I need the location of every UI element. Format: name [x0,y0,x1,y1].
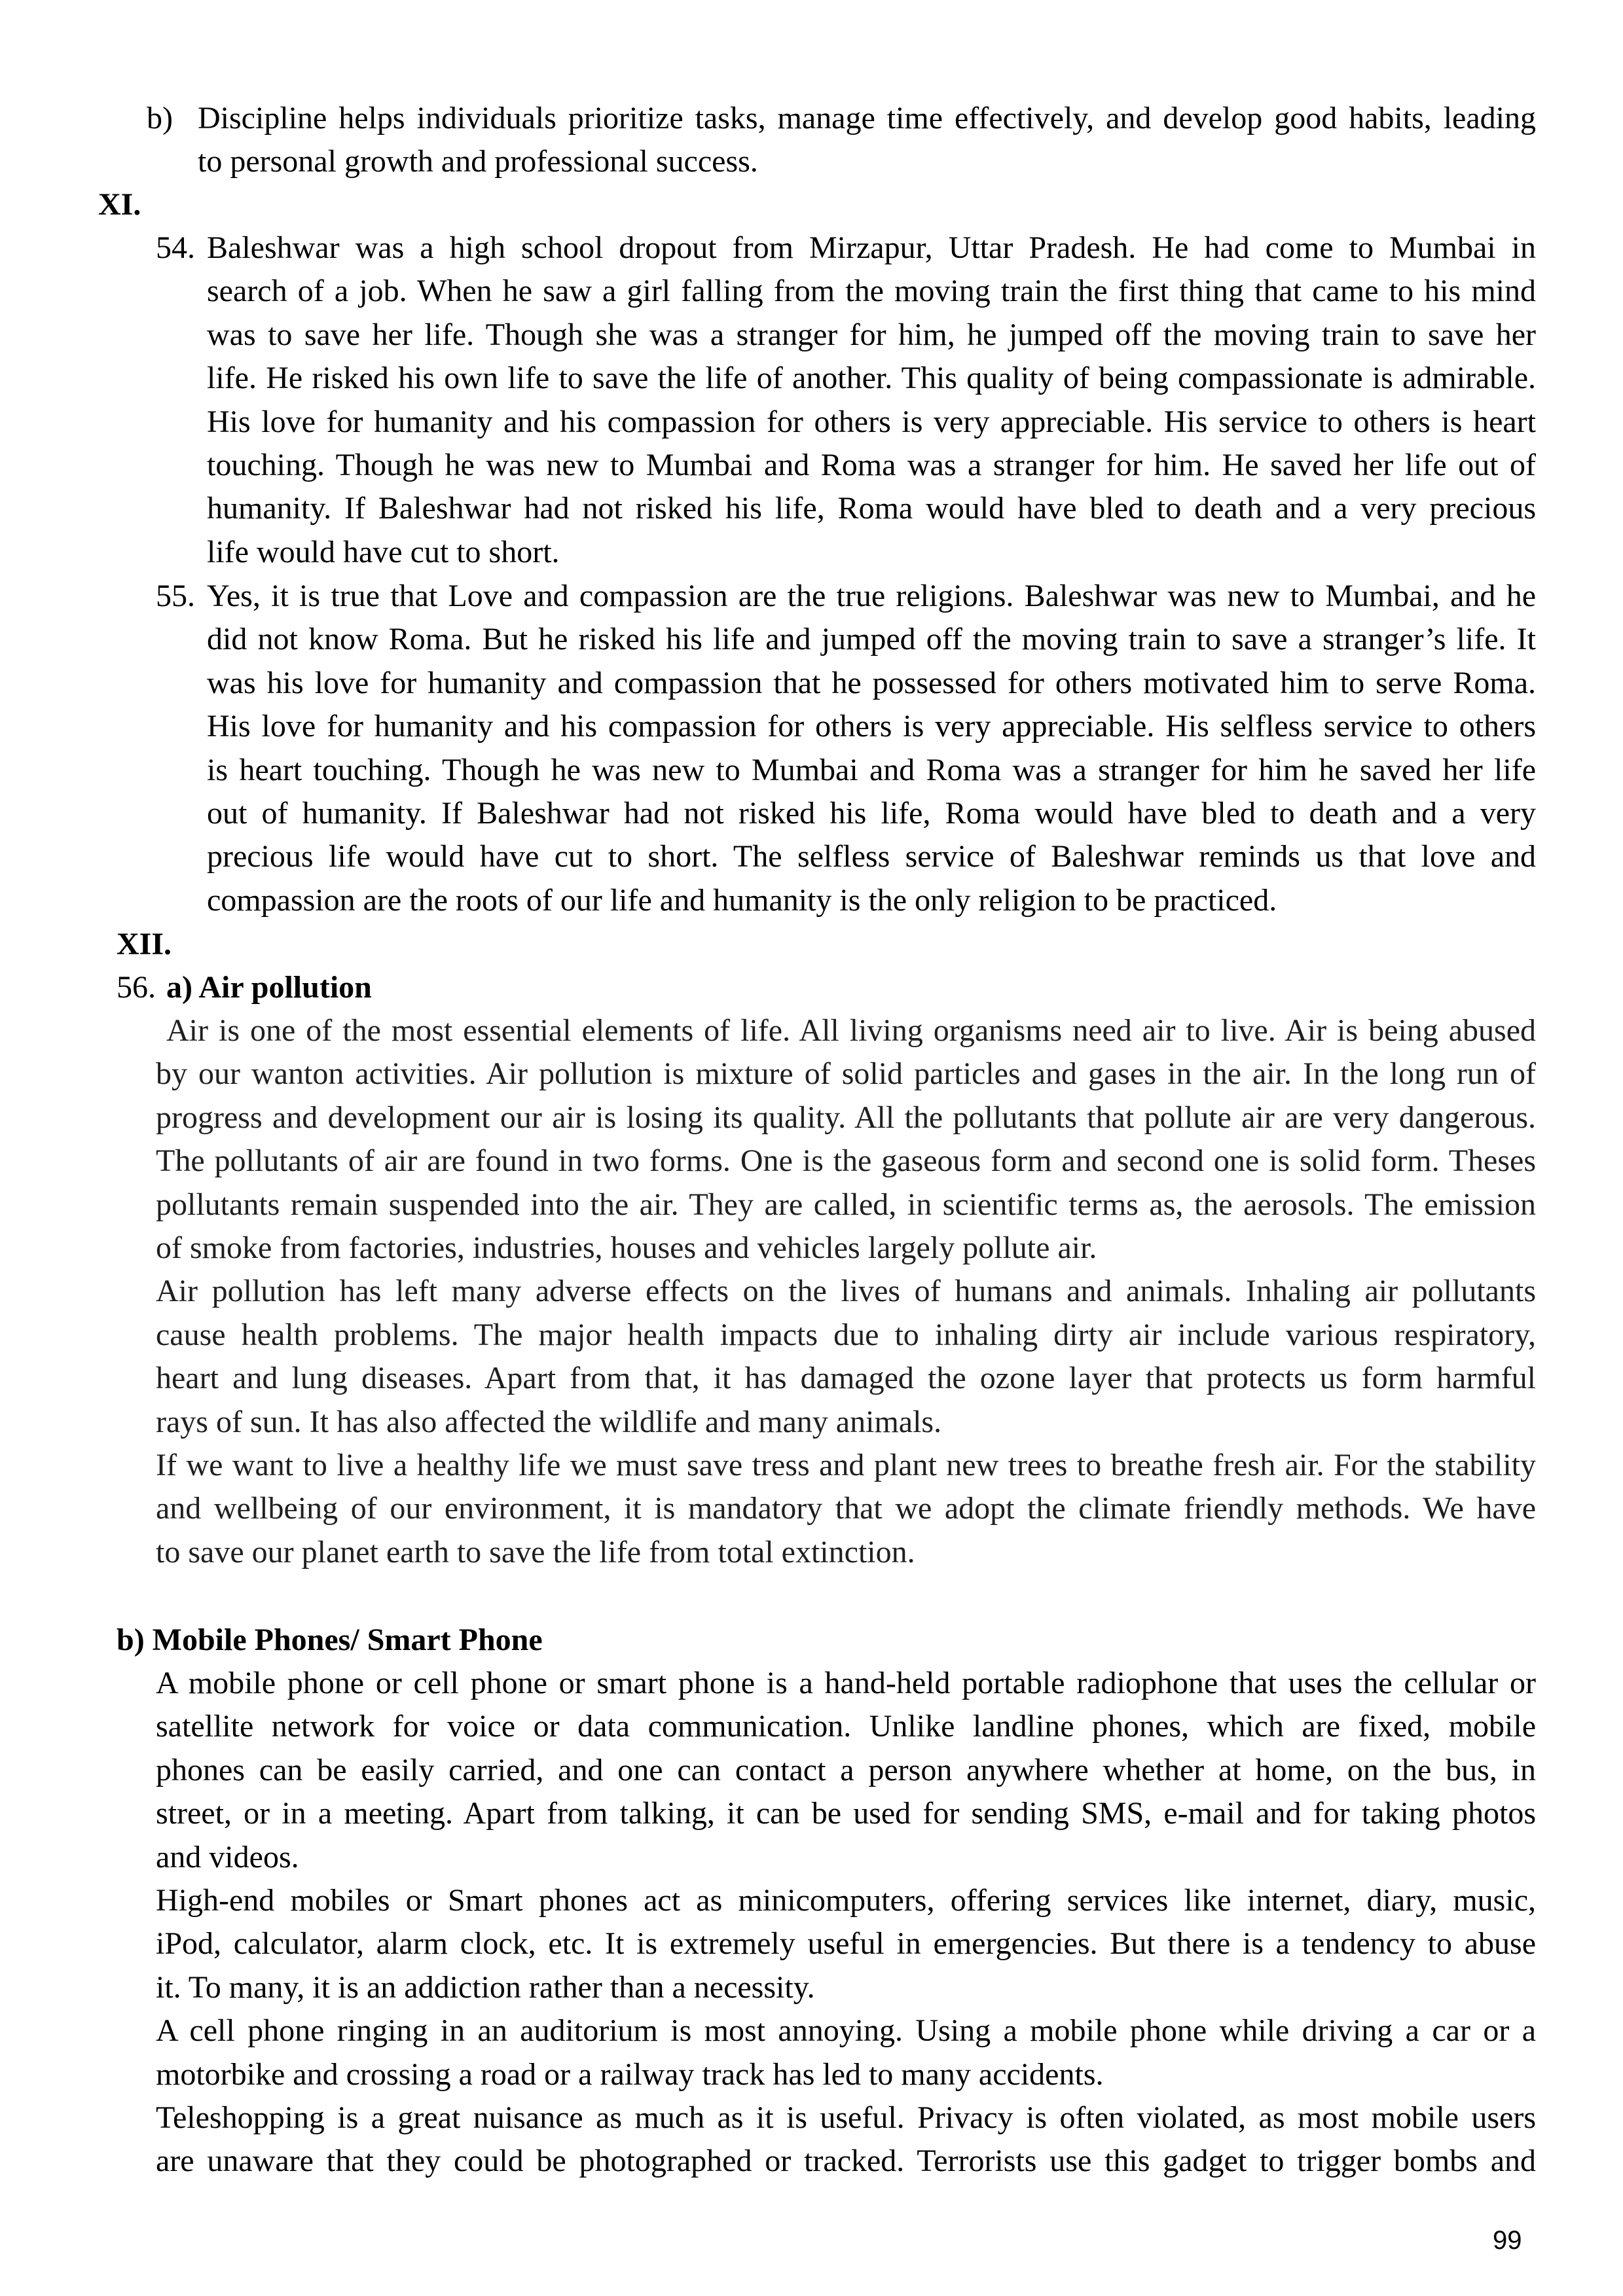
text-line: are unaware that they could be photographed or tracked. Terrorists use this gadget to trigger bombs and [156,2144,1536,2179]
text-line: rays of sun. It has also affected the wildlife and many animals. [156,1404,942,1439]
text-line: life. He risked his own life to save the life of another. This quality of being compassionate is admirable. [207,361,1536,396]
text-line: Yes, it is true that Love and compassion are the true religions. Baleshwar was new to Mumbai, and he [207,579,1536,613]
text-line: touching. Though he was new to Mumbai and Roma was a stranger for him. He saved her life out of [207,447,1536,482]
section-heading-xi: XI. [98,187,141,222]
text-line: precious life would have cut to short. The selfless service of Baleshwar reminds us that love and [207,839,1536,874]
text-line: is heart touching. Though he was new to Mumbai and Roma was a stranger for him he saved her life [207,752,1536,787]
text-line: to personal growth and professional success. [198,144,758,179]
text-line: and wellbeing of our environment, it is mandatory that we adopt the climate friendly methods. We have [156,1491,1536,1526]
essay-air-pollution [156,1009,1536,1574]
text-line: High-end mobiles or Smart phones act as minicomputers, offering services like internet, diary, music, [156,1882,1536,1918]
text-line: iPod, calculator, alarm clock, etc. It is extremely useful in emergencies. But there is a tendency to abuse [156,1926,1536,1962]
text-line: pollutants remain suspended into the air. They are called, in scientific terms as, the aerosols. The emission [156,1187,1536,1222]
text-line: and videos. [156,1839,299,1874]
text-line: was to save her life. Though she was a stranger for him, he jumped off the moving train to save her [207,317,1536,352]
text-line: satellite network for voice or data communication. Unlike landline phones, which are fixed, mobile [156,1709,1536,1744]
text-line: did not know Roma. But he risked his life and jumped off the moving train to save a stranger’s life. It [207,622,1536,657]
text-line: Air pollution has left many adverse effects on the lives of humans and animals. Inhaling air pollutants [156,1274,1536,1309]
answer-55 [207,575,1536,922]
text-line: it. To many, it is an addiction rather than a necessity. [156,1969,815,2005]
answer-54 [207,226,1536,574]
text-line: Teleshopping is a great nuisance as much as it is useful. Privacy is often violated, as most mobile users [156,2100,1536,2135]
text-line: Air is one of the most essential elements of life. All living organisms need air to live. Air is being abused [156,1013,1536,1048]
text-line: of smoke from factories, industries, houses and vehicles largely pollute air. [156,1230,1097,1265]
text-line: heart and lung diseases. Apart from that, it has damaged the ozone layer that protects us form harmful [156,1361,1536,1396]
text-line: street, or in a meeting. Apart from talking, it can be used for sending SMS, e-mail and for taking photos [156,1796,1536,1831]
text-line: humanity. If Baleshwar had not risked his life, Roma would have bled to death and a very precious [207,491,1536,526]
text-line: to save our planet earth to save the life from total extinction. [156,1534,915,1570]
text-line: search of a job. When he saw a girl falling from the moving train the first thing that came to his mind [207,274,1536,309]
text-line: was his love for humanity and compassion that he possessed for others motivated him to serve Roma. [207,665,1536,700]
text-line: His love for humanity and his compassion for others is very appreciable. His service to others is heart [207,404,1536,439]
text-line: life would have cut to short. [207,534,560,569]
text-line: Discipline helps individuals prioritize tasks, manage time effectively, and develop good habits, leading [198,101,1536,135]
text-line: out of humanity. If Baleshwar had not risked his life, Roma would have bled to death and a very [207,795,1536,831]
item-marker-b: b) [147,101,173,135]
text-line: progress and development our air is losing its quality. All the pollutants that pollute air are very dangerous. [156,1100,1536,1135]
essay-mobile-phones [156,1662,1536,2183]
text-line: cause health problems. The major health impacts due to inhaling dirty air include various respiratory, [156,1317,1536,1352]
text-line: by our wanton activities. Air pollution is mixture of solid particles and gases in the air. In the long run of [156,1056,1536,1092]
text-line: A cell phone ringing in an auditorium is most annoying. Using a mobile phone while driving a car or a [156,2013,1536,2049]
text-line: His love for humanity and his compassion for others is very appreciable. His selfless service to others [207,709,1536,744]
subheading-air-pollution: a) Air pollution [166,970,372,1005]
question-number-55: 55. [156,579,195,613]
text-line: If we want to live a healthy life we must save tress and plant new trees to breathe fresh air. For the stability [156,1447,1536,1482]
subheading-mobile-phones: b) Mobile Phones/ Smart Phone [117,1623,543,1657]
page-number: 99 [1493,2226,1522,2255]
text-line: Baleshwar was a high school dropout from Mirzapur, Uttar Pradesh. He had come to Mumbai in [207,230,1536,265]
text-line: compassion are the roots of our life and humanity is the only religion to be practiced. [207,882,1277,918]
question-number-54: 54. [156,230,195,265]
item-b-text [198,97,1536,184]
question-number-56: 56. [117,970,156,1005]
section-heading-xii: XII. [117,927,172,961]
text-line: phones can be easily carried, and one can contact a person anywhere whether at home, on the bus, in [156,1752,1536,1787]
text-line: The pollutants of air are found in two forms. One is the gaseous form and second one is solid form. Theses [156,1143,1536,1179]
text-line: A mobile phone or cell phone or smart phone is a hand-held portable radiophone that uses the cellular or [156,1666,1536,1700]
text-line: motorbike and crossing a road or a railway track has led to many accidents. [156,2056,1104,2092]
